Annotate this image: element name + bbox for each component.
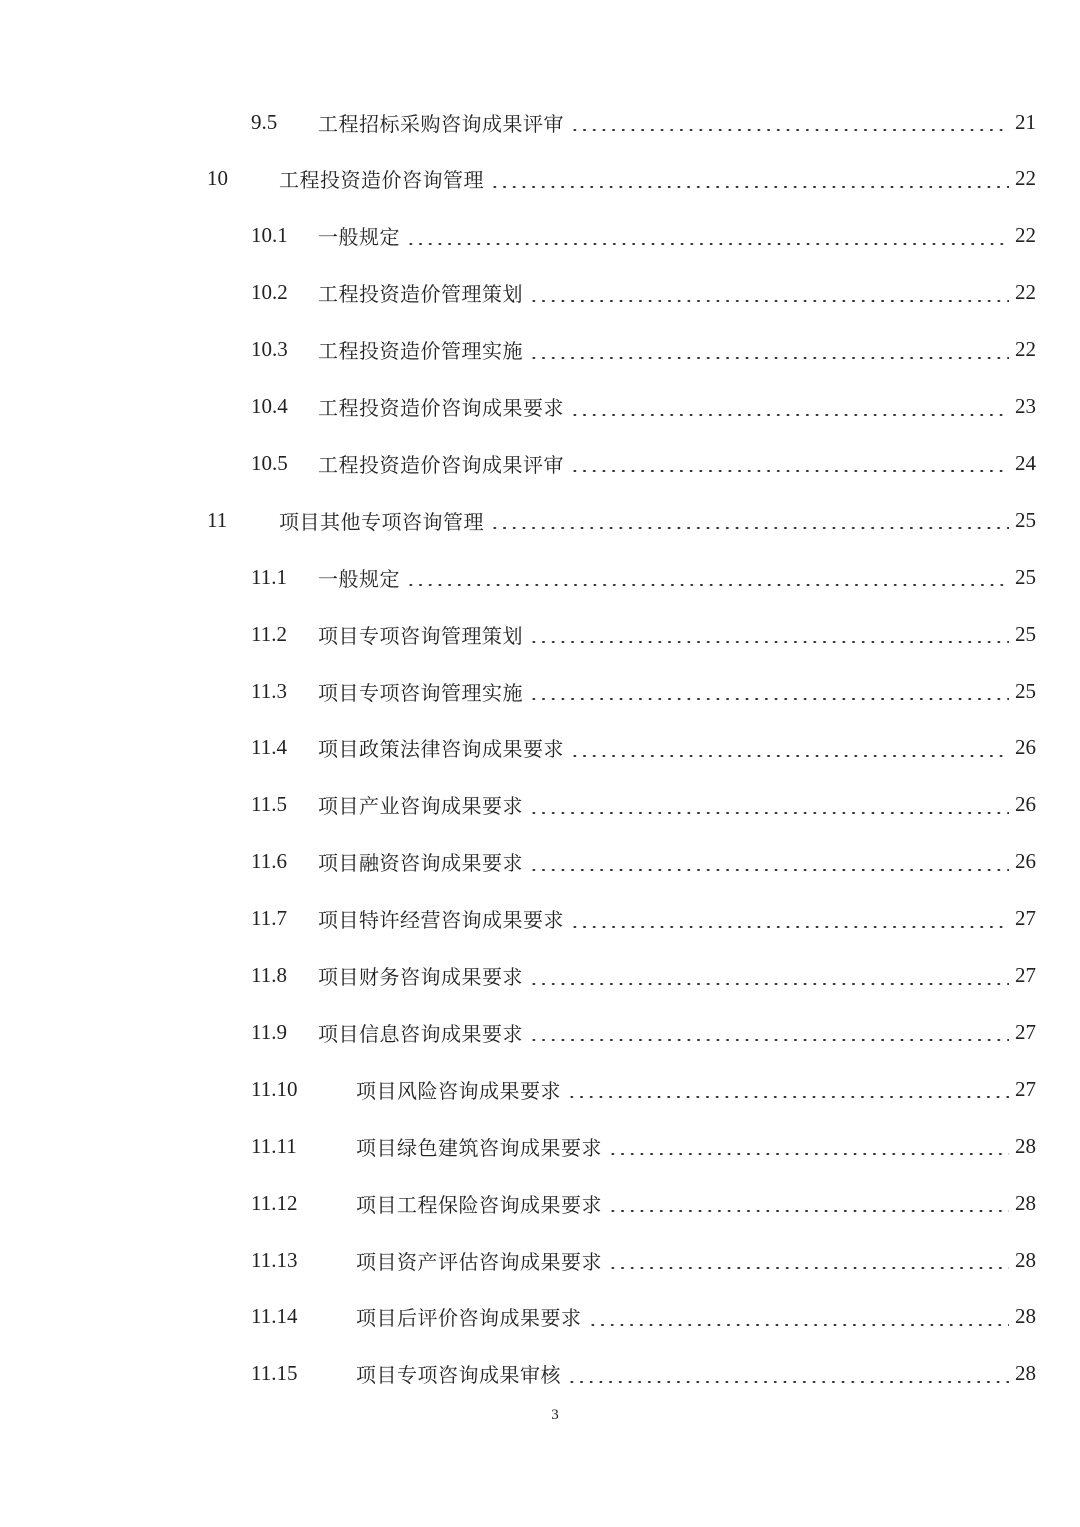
dot-leader: [570, 470, 1009, 472]
toc-entry-title: 工程投资造价咨询成果评审: [318, 452, 564, 477]
toc-entry-title-line: [356, 1132, 1036, 1161]
toc-entry[interactable]: [0, 1126, 1080, 1166]
dot-leader: [588, 1324, 1010, 1326]
toc-entry-page: 22: [1015, 223, 1036, 248]
toc-entry-number: 11.6: [251, 849, 287, 874]
dot-leader: [529, 698, 1009, 700]
toc-entry-title: 项目专项咨询管理策划: [318, 623, 523, 648]
toc-entry[interactable]: [0, 216, 1080, 256]
toc-entry-title: 项目产业咨询成果要求: [318, 794, 523, 819]
toc-entry[interactable]: [0, 1240, 1080, 1280]
dot-leader: [529, 300, 1009, 302]
dot-leader: [529, 869, 1009, 871]
toc-entry-title: 工程投资造价管理策划: [318, 282, 523, 307]
toc-entry-title-line: [356, 1246, 1036, 1275]
toc-entry[interactable]: [0, 671, 1080, 711]
toc-entry-title-line: [318, 392, 1036, 421]
toc-entry-page: 27: [1015, 1019, 1036, 1044]
toc-entry-page: 26: [1015, 849, 1036, 874]
toc-entry-page: 27: [1015, 906, 1036, 931]
toc-entry-title: 项目特许经营咨询成果要求: [318, 908, 564, 933]
toc-entry[interactable]: [0, 842, 1080, 882]
toc-entry[interactable]: [0, 1354, 1080, 1394]
toc-entry[interactable]: [0, 1069, 1080, 1109]
toc-entry-page: 25: [1015, 564, 1036, 589]
toc-entry-number: 10: [207, 166, 228, 191]
toc-entry-page: 25: [1015, 678, 1036, 703]
toc-entry[interactable]: [0, 728, 1080, 768]
toc-entry-title-line: [279, 164, 1036, 193]
toc-entry[interactable]: [0, 1012, 1080, 1052]
toc-entry-number: 11.5: [251, 792, 287, 817]
toc-entry-page: 23: [1015, 394, 1036, 418]
toc-entry-page: 27: [1015, 1076, 1036, 1101]
toc-entry-title-line: [318, 620, 1036, 649]
dot-leader: [490, 186, 1009, 188]
toc-entry-title-line: [279, 506, 1036, 535]
toc-entry[interactable]: [0, 159, 1080, 199]
dot-leader: [490, 527, 1009, 529]
toc-entry[interactable]: [0, 500, 1080, 540]
toc-entry-title: 项目其他专项咨询管理: [279, 509, 484, 534]
toc-entry[interactable]: [0, 956, 1080, 996]
toc-entry[interactable]: [0, 330, 1080, 370]
dot-leader: [529, 812, 1009, 814]
toc-entry-title-line: [318, 677, 1036, 706]
toc-entry-number: 11.3: [251, 678, 287, 703]
toc-entry[interactable]: [0, 443, 1080, 483]
page-number: 3: [551, 1407, 559, 1423]
toc-entry-page: 28: [1015, 1247, 1036, 1272]
toc-entry-page: 22: [1015, 166, 1036, 191]
toc-entry-page: 21: [1015, 109, 1036, 134]
dot-leader: [529, 1039, 1009, 1041]
toc-entry-title: 项目绿色建筑咨询成果要求: [356, 1135, 602, 1160]
toc-entry-title: 工程投资造价咨询管理: [279, 168, 484, 193]
toc-entry-title: 工程投资造价咨询成果要求: [318, 396, 564, 420]
toc-entry-page: 27: [1015, 963, 1036, 987]
toc-entry-title-line: [318, 961, 1036, 990]
toc-entry-number: 10.4: [251, 394, 288, 418]
toc-entry-page: 26: [1015, 792, 1036, 817]
toc-entry-title: 项目风险咨询成果要求: [356, 1078, 561, 1103]
toc-entry-title: 项目专项咨询成果审核: [356, 1363, 561, 1388]
toc-entry-title-line: [318, 449, 1036, 478]
toc-entry-title-line: [356, 1075, 1036, 1104]
dot-leader: [529, 983, 1009, 985]
toc-entry-title: 工程招标采购咨询成果评审: [318, 111, 564, 136]
toc-entry-title: 一般规定: [318, 225, 400, 250]
toc-entry-number: 11.15: [251, 1361, 298, 1386]
toc-entry-title-line: [318, 335, 1036, 364]
toc-entry-page: 22: [1015, 337, 1036, 362]
toc-entry-title-line: [318, 221, 1036, 250]
toc-entry-title-line: [356, 1359, 1036, 1388]
toc-entry[interactable]: [0, 273, 1080, 313]
toc-entry-page: 28: [1015, 1133, 1036, 1158]
toc-entry-page: 22: [1015, 280, 1036, 305]
toc-entry-number: 11.9: [251, 1019, 287, 1044]
dot-leader: [570, 926, 1009, 928]
toc-entry-title: 项目后评价咨询成果要求: [356, 1306, 582, 1331]
toc-entry-page: 25: [1015, 507, 1036, 532]
toc-entry-number: 10.2: [251, 280, 288, 305]
toc-entry-number: 11.7: [251, 906, 287, 931]
toc-entry-title-line: [356, 1189, 1036, 1218]
toc-entry[interactable]: [0, 899, 1080, 939]
toc-entry-title-line: [318, 108, 1036, 137]
toc-entry-title-line: [318, 278, 1036, 307]
toc-entry[interactable]: [0, 614, 1080, 654]
dot-leader: [406, 584, 1009, 586]
toc-entry-title: 项目财务咨询成果要求: [318, 965, 523, 989]
toc-entry-number: 10.3: [251, 337, 288, 362]
toc-entry-title-line: [356, 1302, 1036, 1331]
toc-entry-number: 11.4: [251, 735, 287, 760]
toc-entry-page: 24: [1015, 450, 1036, 475]
toc-entry[interactable]: [0, 785, 1080, 825]
dot-leader: [567, 1096, 1009, 1098]
toc-entry-title: 一般规定: [318, 566, 400, 591]
toc-entry-title: 项目工程保险咨询成果要求: [356, 1192, 602, 1217]
toc-entry-number: 11.14: [251, 1304, 298, 1329]
toc-entry-number: 11.1: [251, 564, 287, 589]
toc-entry-number: 11: [207, 507, 228, 532]
toc-entry-page: 25: [1015, 621, 1036, 646]
toc-entry-number: 11.2: [251, 621, 287, 646]
toc-entry-number: 10.1: [251, 223, 288, 248]
dot-leader: [570, 129, 1009, 131]
toc-entry[interactable]: [0, 387, 1080, 427]
toc-entry[interactable]: [0, 1183, 1080, 1223]
toc-entry-title-line: [318, 790, 1036, 819]
toc-entry[interactable]: [0, 557, 1080, 597]
toc-entry-number: 11.13: [251, 1247, 298, 1272]
dot-leader: [608, 1153, 1009, 1155]
toc-entry-title: 项目政策法律咨询成果要求: [318, 737, 564, 762]
toc-entry-page: 26: [1015, 735, 1036, 760]
toc-entry-title-line: [318, 904, 1036, 933]
toc-entry-title: 项目融资咨询成果要求: [318, 851, 523, 876]
toc-entry-number: 10.5: [251, 450, 288, 475]
toc-entry-number: 9.5: [251, 109, 278, 134]
toc-entry-number: 11.10: [251, 1076, 298, 1101]
toc-entry-title: 项目专项咨询管理实施: [318, 680, 523, 705]
toc-entry-title-line: [318, 847, 1036, 876]
toc-entry-title-line: [318, 733, 1036, 762]
dot-leader: [529, 357, 1009, 359]
dot-leader: [570, 755, 1009, 757]
toc-entry-number: 11.12: [251, 1190, 298, 1215]
toc-entry[interactable]: [0, 102, 1080, 142]
toc-entry-number: 11.11: [251, 1133, 297, 1158]
dot-leader: [608, 1267, 1009, 1269]
toc-entry-page: 28: [1015, 1190, 1036, 1215]
toc-entry-page: 28: [1015, 1304, 1036, 1329]
dot-leader: [567, 1381, 1009, 1383]
dot-leader: [570, 414, 1009, 416]
toc-entry-title-line: [318, 1018, 1036, 1047]
toc-entry-title: 项目资产评估咨询成果要求: [356, 1249, 602, 1274]
toc-entry[interactable]: [0, 1297, 1080, 1337]
toc-entry-number: 11.8: [251, 963, 287, 987]
toc-entry-title: 工程投资造价管理实施: [318, 339, 523, 364]
dot-leader: [406, 243, 1009, 245]
dot-leader: [608, 1210, 1009, 1212]
dot-leader: [529, 641, 1009, 643]
toc-entry-title: 项目信息咨询成果要求: [318, 1021, 523, 1046]
toc-entry-page: 28: [1015, 1361, 1036, 1386]
toc-entry-title-line: [318, 563, 1036, 592]
